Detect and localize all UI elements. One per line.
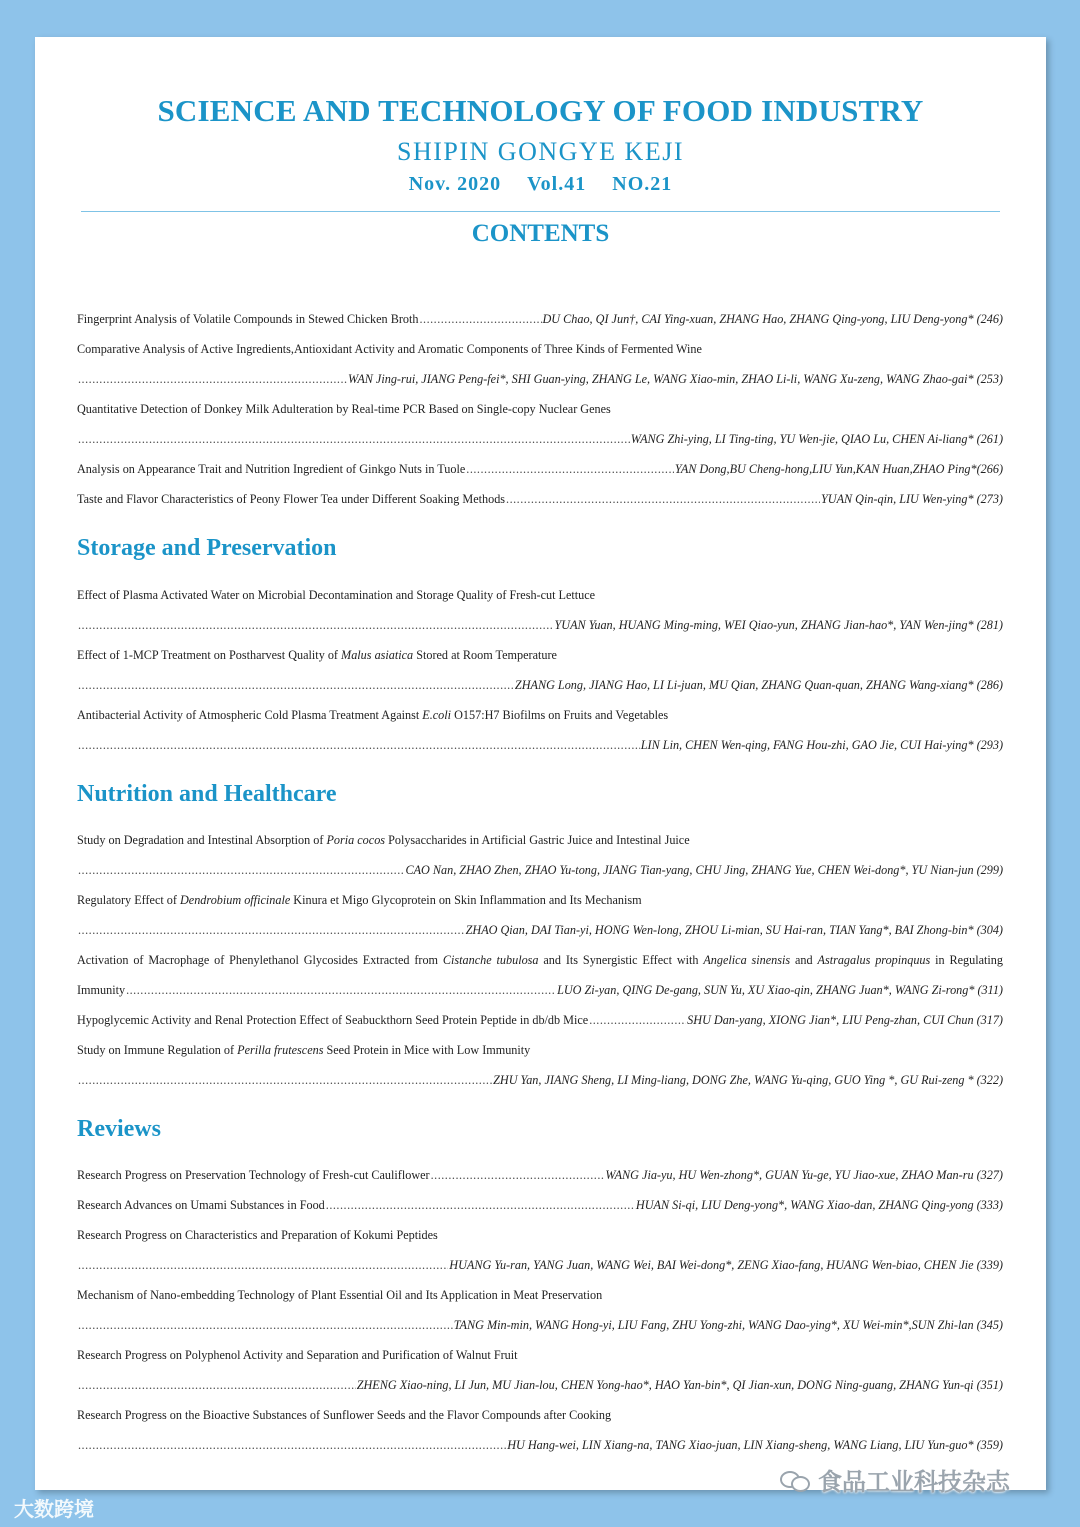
toc-entry-title[interactable]: Mechanism of Nano-embedding Technology of Plant Essential Oil and Its Application in Meat Preservation [77,1288,603,1302]
toc-entry[interactable]: Hypoglycemic Activity and Renal Protection Effect of Seabuckthorn Seed Protein Peptide in db/db Mice ..... SHU Dan-yang, XIONG Jian*, LIU Peng-zhan, CUI Chun (317) [77,1010,1003,1030]
watermark-right-text: 食品工业科技杂志 [818,1468,1010,1496]
toc-entry-title[interactable]: Regulatory Effect of Dendrobium officinale Kinura et Migo Glycoprotein on Skin Inflammation and Its Mechanism [77,893,642,907]
toc-entry-authors: ..... ZHAO Qian, DAI Tian-yi, HONG Wen-long, ZHOU Li-mian, SU Hai-ran, TIAN Yang*, BAI Zhong-bin* (304) [77,920,1003,940]
section-heading-storage: Storage and Preservation [77,535,337,561]
watermark-right [780,1462,1010,1497]
toc-entry[interactable]: Analysis on Appearance Trait and Nutrition Ingredient of Ginkgo Nuts in Tuole ..... YAN Dong,BU Cheng-hong,LIU Yun,KAN Huan,ZHAO Ping*(266) [77,459,1003,479]
toc-entry-authors: ..... ZHU Yan, JIANG Sheng, LI Ming-liang, DONG Zhe, WANG Yu-qing, GUO Ying *, GU Rui-zeng * (322) [77,1070,1003,1090]
issue-number: NO.21 [612,173,673,195]
toc-entry-authors: ..... HU Hang-wei, LIN Xiang-na, TANG Xiao-juan, LIN Xiang-sheng, WANG Liang, LIU Yun-guo* (359) [77,1435,1003,1455]
journal-title: SCIENCE AND TECHNOLOGY OF FOOD INDUSTRY [157,93,924,128]
toc-entry-title[interactable]: Antibacterial Activity of Atmospheric Cold Plasma Treatment Against E.coli O157:H7 Biofilms on Fruits and Vegetables [77,708,669,722]
journal-pinyin: SHIPIN GONGYE KEJI [397,137,684,166]
toc-entry-authors: Immunity ..... LUO Zi-yan, QING De-gang, SUN Yu, XU Xiao-qin, ZHANG Juan*, WANG Zi-rong* (311) [77,980,1003,1000]
toc-entry-title[interactable]: Quantitative Detection of Donkey Milk Adulteration by Real-time PCR Based on Single-copy Nuclear Genes [77,402,611,416]
journal-issue [35,173,1046,196]
toc-entry-title[interactable]: Study on Degradation and Intestinal Absorption of Poria cocos Polysaccharides in Artificial Gastric Juice and Intestinal Juice [77,833,690,847]
watermark-left: 大数跨境 [14,1497,94,1521]
contents-heading: CONTENTS [471,220,610,247]
toc-entry[interactable]: Taste and Flavor Characteristics of Peony Flower Tea under Different Soaking Methods ..... YUAN Qin-qin, LIU Wen-ying* (273) [77,489,1003,509]
toc-entry-authors: ..... WAN Jing-rui, JIANG Peng-fei*, SHI Guan-ying, ZHANG Le, WANG Xiao-min, ZHAO Li-li, WANG Xu-zeng, WANG Zhao-gai* (253) [77,369,1003,389]
toc-entry-title[interactable]: Research Progress on the Bioactive Substances of Sunflower Seeds and the Flavor Compounds after Cooking [77,1408,612,1422]
toc-entry-authors: ..... WANG Zhi-ying, LI Ting-ting, YU Wen-jie, QIAO Lu, CHEN Ai-liang* (261) [77,429,1003,449]
toc-entry[interactable]: Research Progress on Preservation Technology of Fresh-cut Cauliflower ..... WANG Jia-yu, HU Wen-zhong*, GUAN Yu-ge, YU Jiao-xue, ZHAO Man-ru (327) [77,1165,1003,1185]
toc-entry-authors: ..... ZHANG Long, JIANG Hao, LI Li-juan, MU Qian, ZHANG Quan-quan, ZHANG Wang-xiang* (286) [77,675,1003,695]
toc-entry-title[interactable]: Effect of 1-MCP Treatment on Postharvest Quality of Malus asiatica Stored at Room Temperature [77,648,557,662]
toc-entry-authors: ..... TANG Min-min, WANG Hong-yi, LIU Fang, ZHU Yong-zhi, WANG Dao-ying*, XU Wei-min*,SUN Zhi-lan (345) [77,1315,1003,1335]
toc-entry-title[interactable]: Study on Immune Regulation of Perilla frutescens Seed Protein in Mice with Low Immunity [77,1043,531,1057]
toc-entry-authors: ..... ZHENG Xiao-ning, LI Jun, MU Jian-lou, CHEN Yong-hao*, HAO Yan-bin*, QI Jian-xun, DONG Ning-guang, ZHANG Yun-qi (351) [77,1375,1003,1395]
issue-month: Nov. 2020 [408,173,502,195]
toc-entry[interactable]: Research Advances on Umami Substances in Food ..... HUAN Si-qi, LIU Deng-yong*, WANG Xiao-dan, ZHANG Qing-yong (333) [77,1195,1003,1215]
toc-entry-authors: ..... HUANG Yu-ran, YANG Juan, WANG Wei, BAI Wei-dong*, ZENG Xiao-fang, HUANG Wen-biao, CHEN Jie (339) [77,1255,1003,1275]
toc-entry-authors: ..... YUAN Yuan, HUANG Ming-ming, WEI Qiao-yun, ZHANG Jian-hao*, YAN Wen-jing* (281) [77,615,1003,635]
toc-entry-authors: ..... CAO Nan, ZHAO Zhen, ZHAO Yu-tong, JIANG Tian-yang, CHU Jing, ZHANG Yue, CHEN Wei-dong*, YU Nian-jun (299) [77,860,1003,880]
toc-entry-title[interactable]: Comparative Analysis of Active Ingredients,Antioxidant Activity and Aromatic Components of Three Kinds of Fermented Wine [77,342,702,356]
toc-entry-title[interactable]: Effect of Plasma Activated Water on Microbial Decontamination and Storage Quality of Fresh-cut Lettuce [77,588,596,602]
wechat-icon [780,1469,810,1491]
section-heading-reviews: Reviews [77,1116,161,1142]
toc-entry-authors: ..... LIN Lin, CHEN Wen-qing, FANG Hou-zhi, GAO Jie, CUI Hai-ying* (293) [77,735,1003,755]
header-rule [81,211,1000,212]
issue-volume: Vol.41 [527,173,587,195]
toc-entry-title[interactable]: Research Progress on Polyphenol Activity and Separation and Purification of Walnut Fruit [77,1348,518,1362]
toc-entry-title[interactable]: Research Progress on Characteristics and Preparation of Kokumi Peptides [77,1228,438,1242]
toc-entry-title[interactable]: Activation of Macrophage of Phenylethanol Glycosides Extracted from Cistanche tubulosa and Its Synergistic Effect with Angelica sinensis and Astragalus propinquus in Regulating [77,953,1003,967]
contents-page [35,37,1046,1490]
section-heading-nutrition: Nutrition and Healthcare [77,781,337,807]
toc-entry[interactable]: Fingerprint Analysis of Volatile Compounds in Stewed Chicken Broth ..... DU Chao, QI Jun†, CAI Ying-xuan, ZHANG Hao, ZHANG Qing-yong, LIU Deng-yong* (246) [77,309,1003,329]
